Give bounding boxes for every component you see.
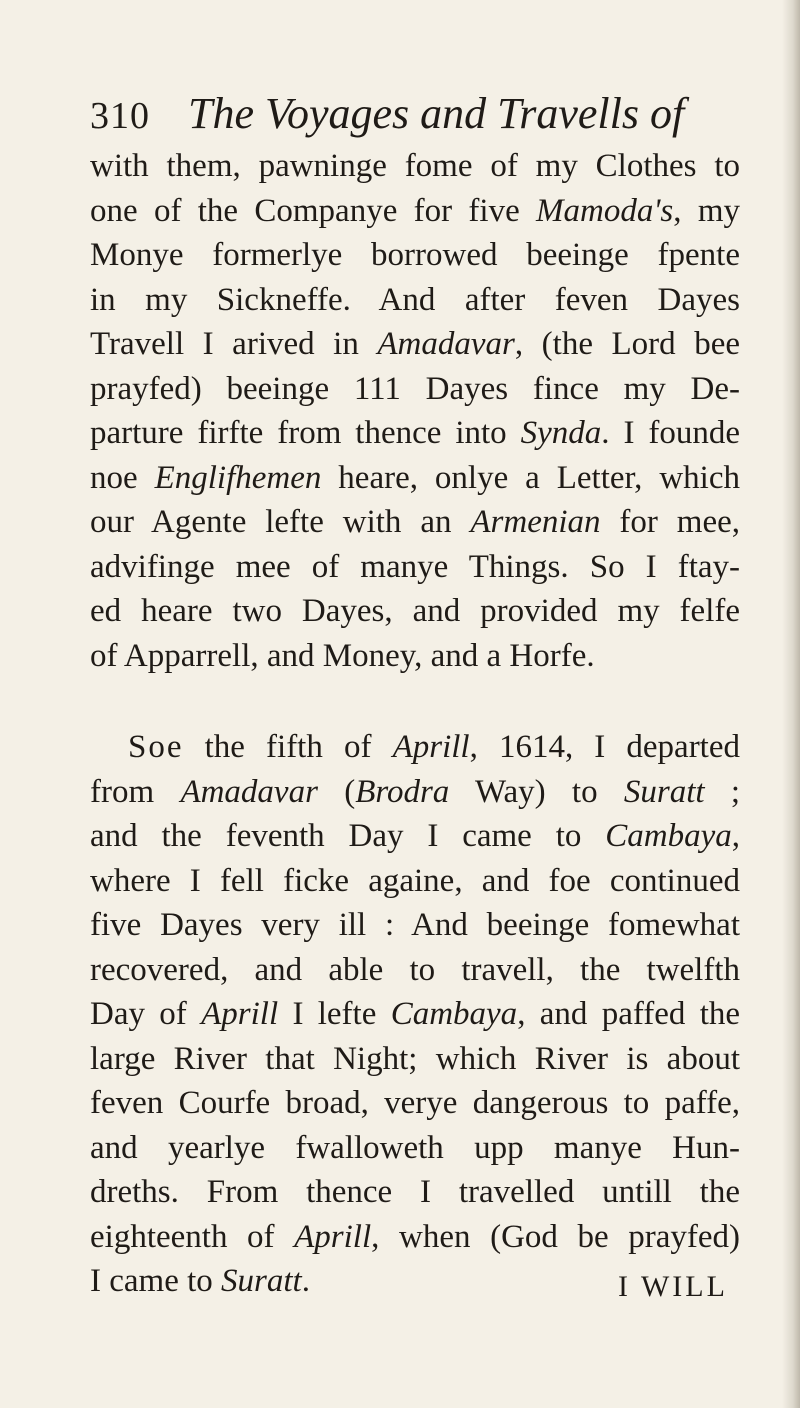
text-line: five Dayes very ill : And beeinge fomewhat	[90, 907, 740, 943]
text-line: feven Courfe broad, verye dangerous to paffe,	[90, 1085, 740, 1121]
text-line: with them, pawninge fome of my Clothes to	[90, 148, 740, 184]
body-text	[90, 144, 740, 1304]
text-line: advifinge mee of manye Things. So I ftay-	[90, 548, 740, 585]
running-title: The Voyages and Travells of	[188, 89, 685, 138]
text-line: recovered, and able to travell, the twelfth	[90, 951, 740, 988]
page-number: 310	[90, 95, 150, 137]
text-line: I came to Suratt.	[90, 1263, 310, 1299]
catchword: I WILL	[618, 1270, 728, 1303]
italic-text: Aprill	[201, 996, 279, 1032]
text-line: and the feventh Day I came to Cambaya,	[90, 818, 740, 854]
italic-text: Aprill	[294, 1218, 372, 1255]
paragraph	[90, 725, 740, 1304]
text-line: Soe the fifth of Aprill, 1614, I departed	[128, 729, 740, 765]
paragraph	[90, 144, 740, 678]
italic-text: Mamoda's	[536, 192, 674, 229]
text-line: one of the Companye for five Mamoda's, my	[90, 192, 740, 229]
italic-text: Aprill	[392, 729, 470, 765]
text-line: Travell I arived in Amadavar, (the Lord bee	[90, 326, 740, 362]
text-line: Monye formerlye borrowed beeinge fpente	[90, 237, 740, 273]
italic-text: Armenian	[470, 504, 601, 540]
italic-text: Amadavar	[180, 773, 318, 810]
text-line: from Amadavar (Brodra Way) to Suratt ;	[90, 773, 740, 810]
text-line: of Apparrell, and Money, and a Horfe.	[90, 637, 595, 674]
text-line: Day of Aprill I lefte Cambaya, and paffed the	[90, 996, 741, 1032]
italic-text: Cambaya	[390, 996, 518, 1032]
text-line: our Agente lefte with an Armenian for mee,	[90, 504, 740, 540]
text-line: in my Sickneffe. And after feven Dayes	[90, 281, 740, 318]
italic-text: Englifhemen	[154, 459, 322, 496]
italic-text: Synda	[520, 415, 602, 451]
italic-text: Suratt	[221, 1263, 302, 1299]
text-line: ed heare two Dayes, and provided my felfe	[90, 593, 740, 629]
text-line: and yearlye fwalloweth upp manye Hun-	[90, 1129, 740, 1166]
italic-text: Cambaya	[605, 818, 732, 854]
italic-text: Suratt	[623, 773, 705, 810]
text-line: eighteenth of Aprill, when (God be prayfed)	[90, 1218, 740, 1255]
text-line: prayfed) beeinge 111 Dayes fince my De-	[90, 370, 740, 407]
text-line: parture firfte from thence into Synda. I founde	[90, 415, 740, 451]
text-line: noe Englifhemen heare, onlye a Letter, which	[90, 459, 740, 496]
paragraph-gap	[90, 678, 740, 725]
page-edge-shadow	[782, 0, 800, 1408]
italic-text: Brodra	[355, 773, 450, 810]
text-line: where I fell ficke againe, and foe continued	[90, 862, 740, 899]
italic-text: Amadavar	[377, 326, 515, 362]
text-line: large River that Night; which River is about	[90, 1040, 740, 1077]
page-header	[90, 88, 730, 144]
small-caps-text: Soe	[128, 729, 184, 765]
text-line: dreths. From thence I travelled untill the	[90, 1174, 740, 1210]
